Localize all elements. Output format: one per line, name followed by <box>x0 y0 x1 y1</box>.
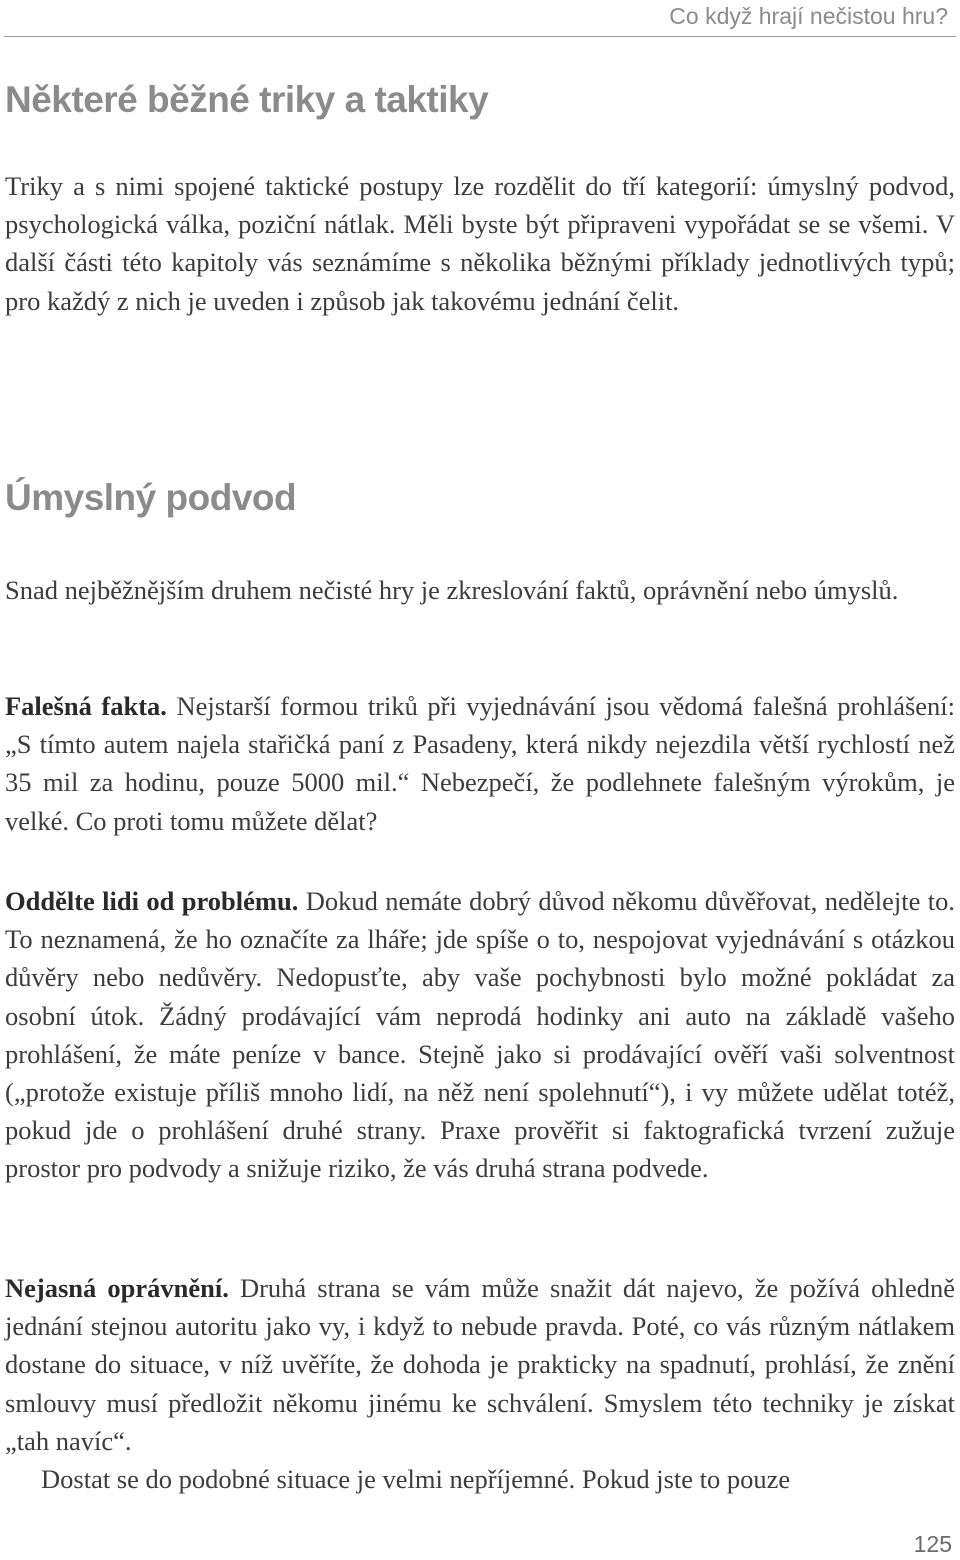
false-facts-label: Falešná fakta. <box>5 691 167 721</box>
unclear-authority-label: Nejasná oprávnění. <box>5 1273 229 1303</box>
unclear-authority-text: Druhá strana se vám může snažit dát najevo, že požívá ohledně jednání stejnou autoritu jako vy, i když to nebude pravda. Poté, co vás různým nátlakem dostane do situace, v níž uvěříte, že dohoda je prakticky na spadnutí, prohlásí, že znění smlouvy musí předložit někomu jinému ke schválení. Smyslem této techniky je získat „tah navíc“. <box>5 1273 955 1456</box>
subsection-title: Úmyslný podvod <box>5 477 297 518</box>
separate-people-label: Oddělte lidi od problému. <box>5 886 299 916</box>
false-facts-text: Nejstarší formou triků při vyjednávání jsou vědomá falešná prohlášení: „S tímto autem najela stařičká paní z Pasadeny, která nikdy nejezdila větší rychlostí než 35 mil za hodinu, pouze 5000 mil.“ Nebezpečí, že podlehnete falešným výrokům, je velké. Co proti tomu můžete dělat? <box>5 691 955 836</box>
page-number: 125 <box>913 1531 952 1557</box>
running-header: Co když hrají nečistou hru? <box>669 3 948 29</box>
section-title: Některé běžné triky a taktiky <box>5 79 489 120</box>
continuation-paragraph: Dostat se do podobné situace je velmi nepříjemné. Pokud jste to pouze <box>41 1464 791 1494</box>
false-facts-paragraph <box>5 687 955 840</box>
subsection-lead-paragraph: Snad nejběžnějším druhem nečisté hry je zkreslování faktů, oprávnění nebo úmyslů. <box>5 575 899 605</box>
header-divider <box>4 36 956 37</box>
unclear-authority-paragraph <box>5 1269 955 1460</box>
separate-people-text: Dokud nemáte dobrý důvod někomu důvěřovat, nedělejte to. To neznamená, že ho označíte za lháře; jde spíše o to, nespojovat vyjednávání s otázkou důvěry nebo nedůvěry. Nedopusťte, aby vaše pochybnosti bylo možné pokládat za osobní útok. Žádný prodávající vám neprodá hodinky ani auto na základě vašeho prohlášení, že máte peníze v bance. Stejně jako si prodávající ověří vaši solventnost („protože existuje příliš mnoho lidí, na něž není spolehnutí“), i vy můžete udělat totéž, pokud jde o prohlášení druhé strany. Praxe prověřit si faktografická tvrzení zužuje prostor pro podvody a snižuje riziko, že vás druhá strana podvede. <box>5 886 956 1184</box>
intro-paragraph: Triky a s nimi spojené taktické postupy lze rozdělit do tří kategorií: úmyslný podvod, psychologická válka, poziční nátlak. Měli byste být připraveni vypořádat se se všemi. V další části této kapitoly vás seznámíme s několika běžnými příklady jednotlivých typů; pro každý z nich je uveden i způsob jak takovému jednání čelit. <box>5 171 955 316</box>
separate-people-paragraph <box>5 882 955 1188</box>
